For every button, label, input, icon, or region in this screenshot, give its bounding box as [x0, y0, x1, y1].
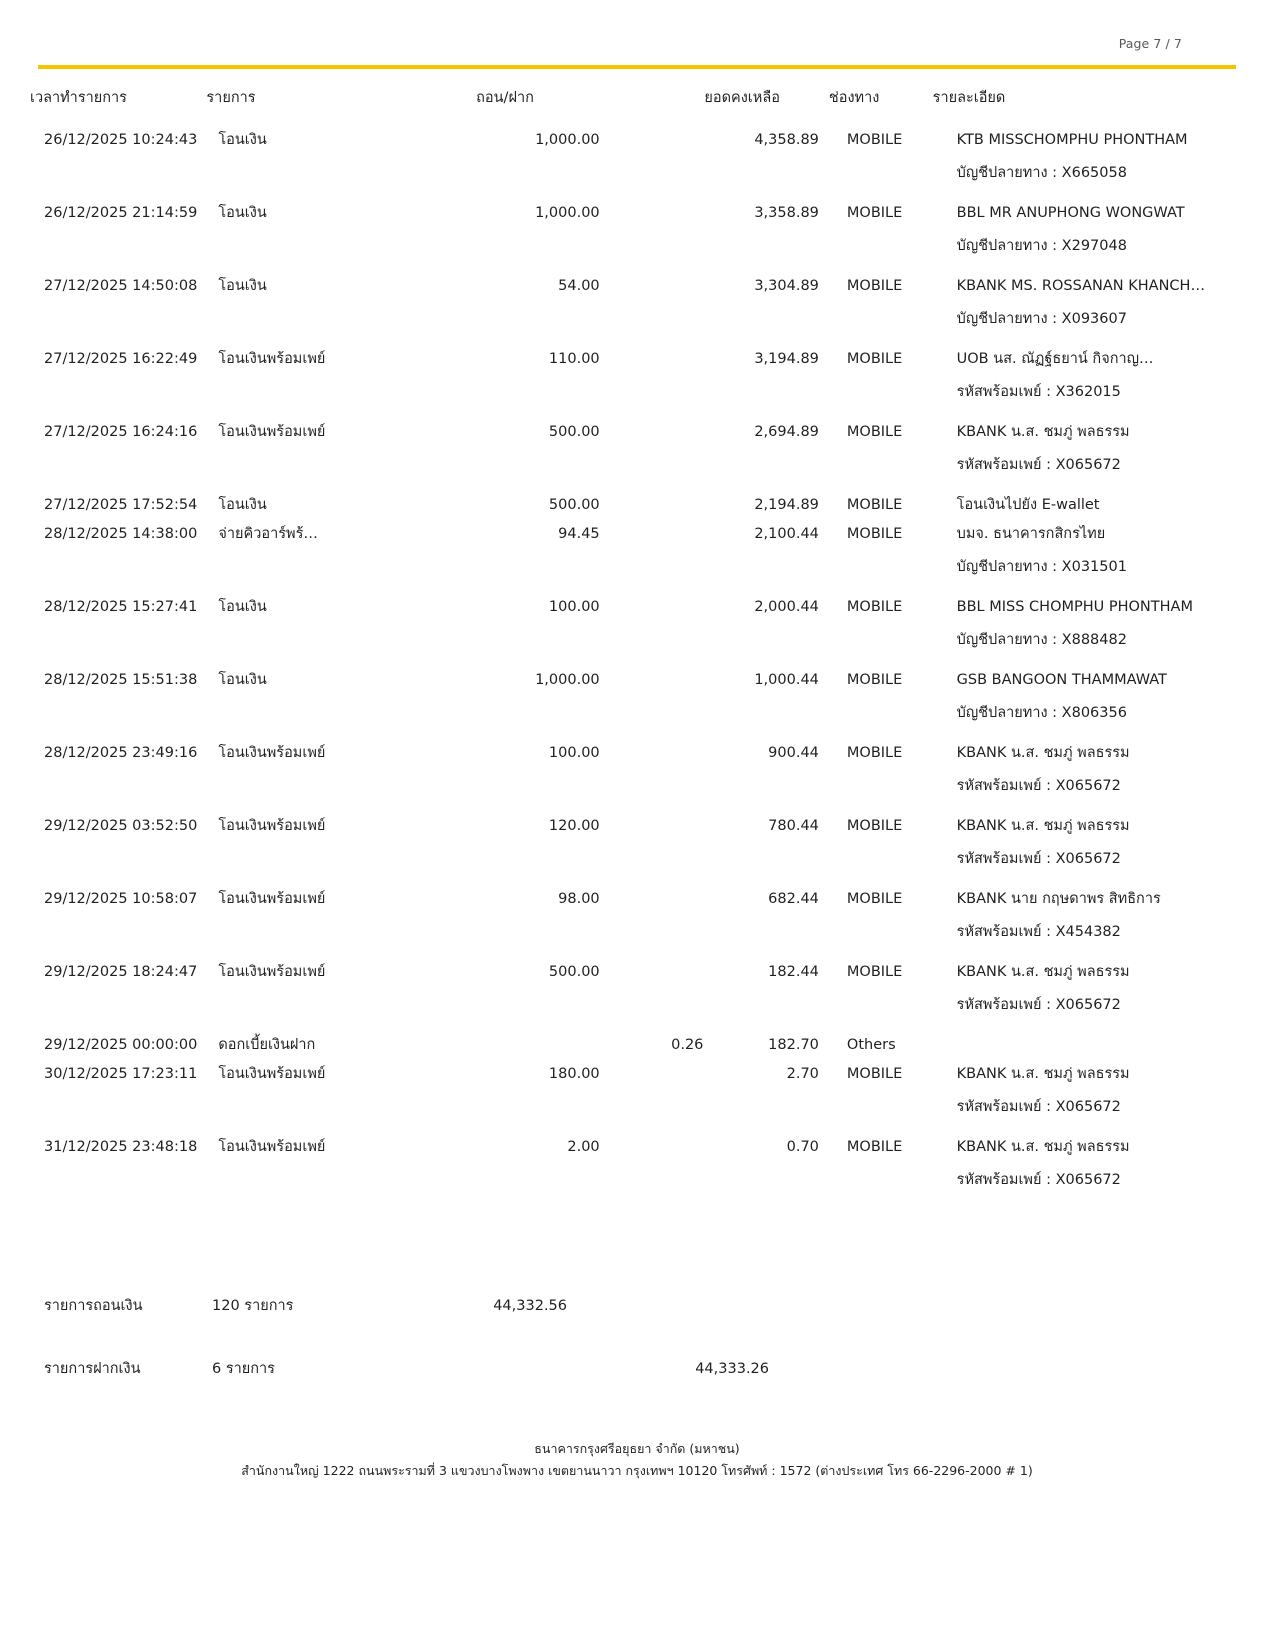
- cell-withdraw: 500.00: [548, 497, 600, 514]
- cell-channel: MOBILE: [846, 278, 903, 295]
- cell-description: โอนเงิน: [218, 672, 267, 689]
- cell-deposit: [601, 122, 705, 195]
- cell-deposit: [601, 735, 705, 808]
- summary-withdraw-count: 120 รายการ: [212, 1298, 294, 1315]
- detail-primary: KBANK นาย กฤษดาพร สิทธิการ: [956, 891, 1161, 908]
- detail-secondary: รหัสพร้อมเพย์ : X065672: [956, 997, 1121, 1014]
- cell-channel: MOBILE: [846, 526, 903, 543]
- cell-balance: 2.70: [786, 1066, 819, 1083]
- table-row: [30, 268, 1244, 341]
- cell-description: โอนเงินพร้อมเพย์: [218, 745, 326, 762]
- table-row: [30, 487, 1244, 516]
- cell-balance: 1,000.44: [754, 672, 819, 689]
- cell-detail: [933, 1129, 1244, 1202]
- cell-balance: 780.44: [768, 818, 819, 835]
- cell-description: โอนเงินพร้อมเพย์: [218, 964, 326, 981]
- cell-detail: [933, 414, 1244, 487]
- cell-detail: [933, 195, 1244, 268]
- transactions-table: [30, 69, 1244, 1202]
- cell-channel: MOBILE: [846, 1139, 903, 1156]
- cell-channel: MOBILE: [846, 424, 903, 441]
- cell-channel: Others: [846, 1037, 896, 1054]
- summary-deposit-count: 6 รายการ: [212, 1361, 275, 1378]
- cell-description: โอนเงินพร้อมเพย์: [218, 1066, 326, 1083]
- cell-deposit: [601, 954, 705, 1027]
- detail-secondary: บัญชีปลายทาง : X093607: [956, 311, 1127, 328]
- table-row: [30, 1056, 1244, 1129]
- cell-balance: 2,000.44: [754, 599, 819, 616]
- cell-deposit: [601, 516, 705, 589]
- column-header-deposit-spacer: [601, 69, 705, 122]
- cell-description: จ่ายคิวอาร์พร้…: [218, 526, 318, 543]
- table-row: [30, 1129, 1244, 1202]
- cell-deposit: [601, 414, 705, 487]
- cell-withdraw: 2.00: [567, 1139, 600, 1156]
- cell-withdraw: 180.00: [548, 1066, 600, 1083]
- cell-description: โอนเงินพร้อมเพย์: [218, 891, 326, 908]
- cell-balance: 682.44: [768, 891, 819, 908]
- table-row: [30, 881, 1244, 954]
- detail-primary: KBANK MS. ROSSANAN KHANCH…: [956, 278, 1205, 295]
- cell-time: 28/12/2025 15:51:38: [44, 672, 198, 689]
- cell-detail: [933, 516, 1244, 589]
- cell-channel: MOBILE: [846, 132, 903, 148]
- cell-balance: 3,358.89: [754, 205, 819, 222]
- cell-channel: MOBILE: [846, 891, 903, 908]
- cell-deposit: [601, 808, 705, 881]
- cell-time: 27/12/2025 14:50:08: [44, 278, 198, 295]
- detail-secondary: บัญชีปลายทาง : X888482: [956, 632, 1127, 649]
- table-row: [30, 195, 1244, 268]
- detail-primary: KBANK น.ส. ชมภู่ พลธรรม: [956, 1066, 1130, 1083]
- column-header-description: รายการ: [206, 90, 256, 106]
- cell-deposit: [601, 1056, 705, 1129]
- summary-row-withdraw: [44, 1294, 1244, 1317]
- cell-withdraw: 94.45: [558, 526, 600, 543]
- table-row: [30, 516, 1244, 589]
- cell-deposit: [601, 487, 705, 516]
- cell-balance: 2,694.89: [754, 424, 819, 441]
- cell-balance: 2,194.89: [754, 497, 819, 514]
- table-header-row: [30, 69, 1244, 122]
- cell-description: โอนเงิน: [218, 132, 267, 148]
- detail-primary: โอนเงินไปยัง E-wallet: [956, 497, 1100, 514]
- table-row: [30, 122, 1244, 195]
- cell-deposit: 0.26: [671, 1037, 704, 1054]
- cell-description: โอนเงินพร้อมเพย์: [218, 351, 326, 368]
- summary-withdraw-label: รายการถอนเงิน: [44, 1298, 143, 1315]
- cell-channel: MOBILE: [846, 745, 903, 762]
- cell-balance: 900.44: [768, 745, 819, 762]
- table-row: [30, 735, 1244, 808]
- table-row: [30, 662, 1244, 735]
- detail-secondary: รหัสพร้อมเพย์ : X065672: [956, 1172, 1121, 1189]
- table-row: [30, 341, 1244, 414]
- cell-description: โอนเงิน: [218, 599, 267, 616]
- cell-detail: [933, 735, 1244, 808]
- summary-deposit-label: รายการฝากเงิน: [44, 1361, 141, 1378]
- cell-withdraw: 1,000.00: [535, 205, 600, 222]
- cell-withdraw: 500.00: [548, 964, 600, 981]
- cell-description: โอนเงินพร้อมเพย์: [218, 818, 326, 835]
- cell-description: โอนเงินพร้อมเพย์: [218, 424, 326, 441]
- cell-channel: MOBILE: [846, 599, 903, 616]
- cell-detail: [933, 487, 1244, 516]
- detail-primary: KBANK น.ส. ชมภู่ พลธรรม: [956, 1139, 1130, 1156]
- table-body: [30, 122, 1244, 1202]
- cell-withdraw: 100.00: [548, 745, 600, 762]
- detail-primary: KBANK น.ส. ชมภู่ พลธรรม: [956, 424, 1130, 441]
- detail-secondary: บัญชีปลายทาง : X806356: [956, 705, 1127, 722]
- cell-description: ดอกเบี้ยเงินฝาก: [218, 1037, 316, 1054]
- cell-withdraw: 500.00: [548, 424, 600, 441]
- cell-balance: 4,358.89: [754, 132, 819, 148]
- cell-withdraw: 1,000.00: [535, 132, 600, 148]
- cell-time: 30/12/2025 17:23:11: [44, 1066, 198, 1083]
- cell-time: 31/12/2025 23:48:18: [44, 1139, 198, 1156]
- detail-secondary: รหัสพร้อมเพย์ : X065672: [956, 457, 1121, 474]
- cell-withdraw: [476, 1027, 601, 1056]
- cell-withdraw: 54.00: [558, 278, 600, 295]
- summary-section: [30, 1294, 1244, 1380]
- cell-time: 28/12/2025 14:38:00: [44, 526, 198, 543]
- column-header-balance: ยอดคงเหลือ: [704, 90, 780, 106]
- detail-primary: BBL MR ANUPHONG WONGWAT: [956, 205, 1185, 222]
- cell-detail: [933, 268, 1244, 341]
- detail-primary: KBANK น.ส. ชมภู่ พลธรรม: [956, 964, 1130, 981]
- cell-balance: 2,100.44: [754, 526, 819, 543]
- cell-time: 29/12/2025 00:00:00: [44, 1037, 198, 1054]
- table-row: [30, 954, 1244, 1027]
- cell-detail: [933, 341, 1244, 414]
- cell-description: โอนเงิน: [218, 497, 267, 514]
- cell-channel: MOBILE: [846, 205, 903, 222]
- column-header-detail: รายละเอียด: [932, 90, 1006, 106]
- cell-channel: MOBILE: [846, 351, 903, 368]
- detail-primary: KBANK น.ส. ชมภู่ พลธรรม: [956, 745, 1130, 762]
- cell-balance: 3,304.89: [754, 278, 819, 295]
- cell-channel: MOBILE: [846, 672, 903, 689]
- cell-channel: MOBILE: [846, 818, 903, 835]
- cell-time: 26/12/2025 10:24:43: [44, 132, 198, 148]
- cell-time: 29/12/2025 03:52:50: [44, 818, 198, 835]
- summary-deposit-total: 44,333.26: [695, 1361, 769, 1378]
- column-header-channel: ช่องทาง: [828, 90, 880, 106]
- cell-time: 29/12/2025 10:58:07: [44, 891, 198, 908]
- cell-detail: [933, 808, 1244, 881]
- footer-bank-name: ธนาคารกรุงศรีอยุธยา จำกัด (มหาชน): [534, 1441, 740, 1457]
- cell-deposit: [601, 341, 705, 414]
- cell-time: 27/12/2025 16:22:49: [44, 351, 198, 368]
- cell-detail: [933, 881, 1244, 954]
- cell-description: โอนเงิน: [218, 205, 267, 222]
- cell-withdraw: 100.00: [548, 599, 600, 616]
- page-number: Page 7 / 7: [1118, 36, 1182, 51]
- cell-channel: MOBILE: [846, 1066, 903, 1083]
- cell-description: โอนเงิน: [218, 278, 267, 295]
- cell-withdraw: 1,000.00: [535, 672, 600, 689]
- summary-withdraw-total: 44,332.56: [493, 1298, 567, 1315]
- table-row: [30, 1027, 1244, 1056]
- cell-balance: 182.44: [768, 964, 819, 981]
- detail-primary: KTB MISSCHOMPHU PHONTHAM: [956, 132, 1188, 148]
- column-header-amount: ถอน/ฝาก: [476, 90, 534, 106]
- cell-withdraw: 120.00: [548, 818, 600, 835]
- cell-deposit: [601, 1129, 705, 1202]
- cell-time: 26/12/2025 21:14:59: [44, 205, 198, 222]
- cell-deposit: [601, 195, 705, 268]
- detail-primary: BBL MISS CHOMPHU PHONTHAM: [956, 599, 1193, 616]
- detail-primary: UOB นส. ณัฏฐ์ธยาน์ กิจกาญ…: [956, 351, 1154, 368]
- table-row: [30, 808, 1244, 881]
- detail-secondary: รหัสพร้อมเพย์ : X065672: [956, 1099, 1121, 1116]
- summary-row-deposit: [44, 1357, 1244, 1380]
- detail-primary: KBANK น.ส. ชมภู่ พลธรรม: [956, 818, 1130, 835]
- detail-secondary: บัญชีปลายทาง : X297048: [956, 238, 1127, 255]
- detail-primary: บมจ. ธนาคารกสิกรไทย: [956, 526, 1106, 543]
- detail-secondary: รหัสพร้อมเพย์ : X362015: [956, 384, 1121, 401]
- cell-time: 27/12/2025 16:24:16: [44, 424, 198, 441]
- detail-secondary: บัญชีปลายทาง : X031501: [956, 559, 1127, 576]
- cell-withdraw: 110.00: [548, 351, 600, 368]
- detail-secondary: รหัสพร้อมเพย์ : X065672: [956, 778, 1121, 795]
- footer-address: สำนักงานใหญ่ 1222 ถนนพระรามที่ 3 แขวงบางโพงพาง เขตยานนาวา กรุงเทพฯ 10120 โทรศัพท์ : 1572 (ต่างประเทศ โทร 66-2296-2000 # 1): [241, 1463, 1033, 1479]
- column-header-time: เวลาทำรายการ: [30, 90, 127, 106]
- detail-secondary: รหัสพร้อมเพย์ : X065672: [956, 851, 1121, 868]
- cell-time: 28/12/2025 23:49:16: [44, 745, 198, 762]
- cell-channel: MOBILE: [846, 964, 903, 981]
- cell-balance: 182.70: [768, 1037, 819, 1054]
- detail-primary: GSB BANGOON THAMMAWAT: [956, 672, 1167, 689]
- cell-detail: [933, 1056, 1244, 1129]
- table-row: [30, 589, 1244, 662]
- cell-detail: [933, 589, 1244, 662]
- table-header: [30, 69, 1244, 122]
- cell-time: 28/12/2025 15:27:41: [44, 599, 198, 616]
- detail-secondary: บัญชีปลายทาง : X665058: [956, 165, 1127, 182]
- cell-detail: [933, 122, 1244, 195]
- table-row: [30, 414, 1244, 487]
- cell-detail: [933, 662, 1244, 735]
- cell-time: 29/12/2025 18:24:47: [44, 964, 198, 981]
- cell-deposit: [601, 881, 705, 954]
- cell-deposit: [601, 268, 705, 341]
- cell-detail: [933, 954, 1244, 1027]
- cell-description: โอนเงินพร้อมเพย์: [218, 1139, 326, 1156]
- cell-balance: 0.70: [786, 1139, 819, 1156]
- cell-deposit: [601, 589, 705, 662]
- cell-time: 27/12/2025 17:52:54: [44, 497, 198, 514]
- detail-secondary: รหัสพร้อมเพย์ : X454382: [956, 924, 1121, 941]
- cell-withdraw: 98.00: [558, 891, 600, 908]
- cell-channel: MOBILE: [846, 497, 903, 514]
- cell-balance: 3,194.89: [754, 351, 819, 368]
- cell-deposit: [601, 662, 705, 735]
- cell-detail: [933, 1027, 1244, 1056]
- page-footer: [30, 1420, 1244, 1482]
